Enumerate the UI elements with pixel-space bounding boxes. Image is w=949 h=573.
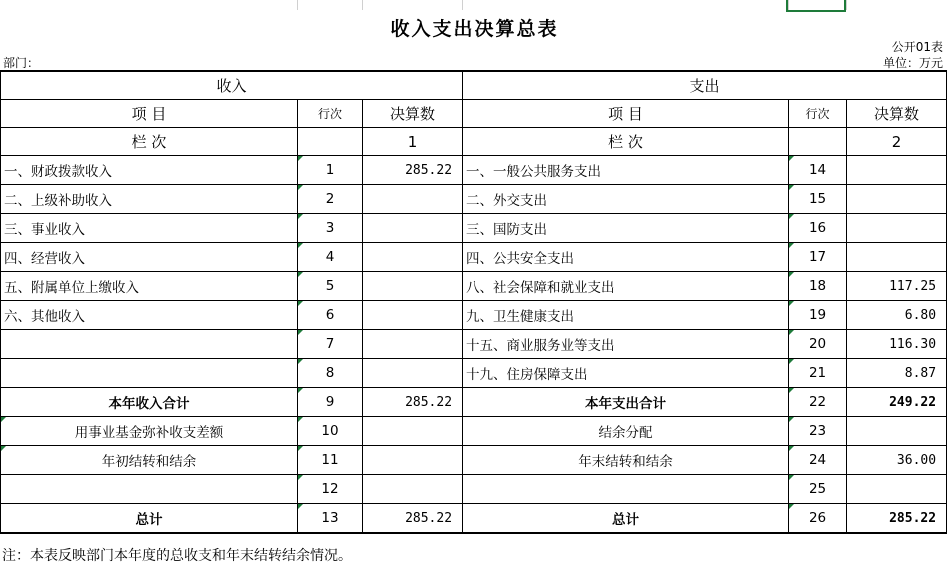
table-row: [1, 504, 947, 534]
expense-amount-cell[interactable]: 8.87: [847, 359, 947, 388]
column-header-row: [1, 100, 947, 128]
income-row-cell[interactable]: 7: [298, 330, 363, 359]
expense-column-number[interactable]: 2: [847, 128, 947, 156]
income-row-cell[interactable]: 10: [298, 417, 363, 446]
income-row-cell[interactable]: 5: [298, 272, 363, 301]
unit-label: 单位：万元: [882, 56, 943, 70]
income-amount-header[interactable]: 决算数: [363, 100, 463, 128]
expense-amount-cell[interactable]: [847, 475, 947, 504]
table-row: [1, 330, 947, 359]
income-row-cell[interactable]: 11: [298, 446, 363, 475]
table-row: [1, 359, 947, 388]
income-row-cell[interactable]: 9: [298, 388, 363, 417]
income-amount-cell[interactable]: [363, 359, 463, 388]
table-row: [1, 185, 947, 214]
income-lanci-label[interactable]: 栏 次: [1, 128, 298, 156]
gridline: [846, 0, 847, 10]
budget-summary-table: [0, 70, 947, 534]
expense-amount-cell[interactable]: [847, 417, 947, 446]
expense-amount-cell[interactable]: 249.22: [847, 388, 947, 417]
table-row: [1, 156, 947, 185]
income-amount-cell[interactable]: [363, 301, 463, 330]
income-item-cell[interactable]: 本年收入合计: [1, 388, 298, 417]
expense-item-cell[interactable]: 十五、商业服务业等支出: [463, 330, 789, 359]
expense-row-cell[interactable]: 19: [789, 301, 847, 330]
expense-amount-cell[interactable]: 116.30: [847, 330, 947, 359]
income-row-cell[interactable]: 3: [298, 214, 363, 243]
column-number-row: [1, 128, 947, 156]
expense-item-cell[interactable]: 四、公共安全支出: [463, 243, 789, 272]
table-row: [1, 214, 947, 243]
form-number: 公开01表: [891, 40, 943, 54]
expense-item-cell[interactable]: 总计: [463, 504, 789, 534]
expense-section-header[interactable]: 支出: [463, 71, 947, 100]
income-row-cell[interactable]: 13: [298, 504, 363, 534]
expense-row-cell[interactable]: 26: [789, 504, 847, 534]
income-amount-cell[interactable]: 285.22: [363, 504, 463, 534]
income-amount-cell[interactable]: [363, 185, 463, 214]
income-column-number[interactable]: 1: [363, 128, 463, 156]
income-item-cell[interactable]: [1, 475, 298, 504]
income-item-header[interactable]: 项 目: [1, 100, 298, 128]
income-amount-cell[interactable]: [363, 330, 463, 359]
table-row: [1, 388, 947, 417]
expense-item-cell[interactable]: 八、社会保障和就业支出: [463, 272, 789, 301]
gridline: [362, 0, 363, 10]
income-row-cell[interactable]: 1: [298, 156, 363, 185]
selected-cell-outline[interactable]: [786, 0, 846, 12]
expense-item-cell[interactable]: 一、一般公共服务支出: [463, 156, 789, 185]
expense-row-cell[interactable]: 22: [789, 388, 847, 417]
expense-amount-cell[interactable]: 6.80: [847, 301, 947, 330]
expense-item-cell[interactable]: 九、卫生健康支出: [463, 301, 789, 330]
expense-amount-cell[interactable]: [847, 185, 947, 214]
income-amount-cell[interactable]: [363, 214, 463, 243]
expense-amount-cell[interactable]: [847, 156, 947, 185]
expense-row-cell[interactable]: 23: [789, 417, 847, 446]
expense-row-cell[interactable]: 18: [789, 272, 847, 301]
expense-row-cell[interactable]: 16: [789, 214, 847, 243]
expense-item-cell[interactable]: 本年支出合计: [463, 388, 789, 417]
income-item-cell[interactable]: 三、事业收入: [1, 214, 298, 243]
expense-row-blank[interactable]: [789, 128, 847, 156]
expense-amount-header[interactable]: 决算数: [847, 100, 947, 128]
expense-item-cell[interactable]: [463, 475, 789, 504]
footer-note: 注：本表反映部门本年度的总收支和年末结转结余情况。: [2, 548, 352, 564]
expense-row-cell[interactable]: 21: [789, 359, 847, 388]
expense-amount-cell[interactable]: 117.25: [847, 272, 947, 301]
page-title: 收入支出决算总表: [390, 18, 559, 40]
income-amount-cell[interactable]: 285.22: [363, 388, 463, 417]
gridline: [297, 0, 298, 10]
expense-amount-cell[interactable]: [847, 214, 947, 243]
income-row-cell[interactable]: 12: [298, 475, 363, 504]
income-row-cell[interactable]: 4: [298, 243, 363, 272]
income-row-blank[interactable]: [298, 128, 363, 156]
department-label: 部门：: [3, 56, 40, 70]
expense-row-cell[interactable]: 20: [789, 330, 847, 359]
table-row: [1, 475, 947, 504]
expense-item-cell[interactable]: 年末结转和结余: [463, 446, 789, 475]
income-item-cell[interactable]: [1, 330, 298, 359]
income-item-cell[interactable]: 用事业基金弥补收支差额: [1, 417, 298, 446]
income-item-cell[interactable]: 六、其他收入: [1, 301, 298, 330]
income-item-cell[interactable]: 总计: [1, 504, 298, 534]
expense-amount-cell[interactable]: [847, 243, 947, 272]
income-amount-cell[interactable]: 285.22: [363, 156, 463, 185]
income-row-header[interactable]: 行次: [298, 100, 363, 128]
income-item-cell[interactable]: 五、附属单位上缴收入: [1, 272, 298, 301]
income-row-cell[interactable]: 6: [298, 301, 363, 330]
income-item-cell[interactable]: 年初结转和结余: [1, 446, 298, 475]
income-amount-cell[interactable]: [363, 417, 463, 446]
table-row: [1, 243, 947, 272]
table-row: [1, 301, 947, 330]
expense-row-cell[interactable]: 17: [789, 243, 847, 272]
income-item-cell[interactable]: 一、财政拨款收入: [1, 156, 298, 185]
expense-row-header[interactable]: 行次: [789, 100, 847, 128]
income-row-cell[interactable]: 8: [298, 359, 363, 388]
expense-row-cell[interactable]: 24: [789, 446, 847, 475]
expense-item-cell[interactable]: 结余分配: [463, 417, 789, 446]
expense-lanci-label[interactable]: 栏 次: [463, 128, 789, 156]
income-row-cell[interactable]: 2: [298, 185, 363, 214]
table-row: [1, 417, 947, 446]
income-item-cell[interactable]: [1, 359, 298, 388]
expense-amount-cell[interactable]: 285.22: [847, 504, 947, 534]
expense-item-cell[interactable]: 十九、住房保障支出: [463, 359, 789, 388]
income-item-cell[interactable]: 四、经营收入: [1, 243, 298, 272]
income-amount-cell[interactable]: [363, 272, 463, 301]
expense-item-header[interactable]: 项 目: [463, 100, 789, 128]
section-header-row: [1, 71, 947, 100]
expense-amount-cell[interactable]: 36.00: [847, 446, 947, 475]
income-section-header[interactable]: 收入: [1, 71, 463, 100]
expense-row-cell[interactable]: 14: [789, 156, 847, 185]
expense-item-cell[interactable]: 二、外交支出: [463, 185, 789, 214]
expense-row-cell[interactable]: 25: [789, 475, 847, 504]
income-item-cell[interactable]: 二、上级补助收入: [1, 185, 298, 214]
expense-row-cell[interactable]: 15: [789, 185, 847, 214]
gridline: [462, 0, 463, 10]
income-amount-cell[interactable]: [363, 243, 463, 272]
table-row: [1, 446, 947, 475]
income-amount-cell[interactable]: [363, 446, 463, 475]
expense-item-cell[interactable]: 三、国防支出: [463, 214, 789, 243]
income-amount-cell[interactable]: [363, 475, 463, 504]
table-row: [1, 272, 947, 301]
